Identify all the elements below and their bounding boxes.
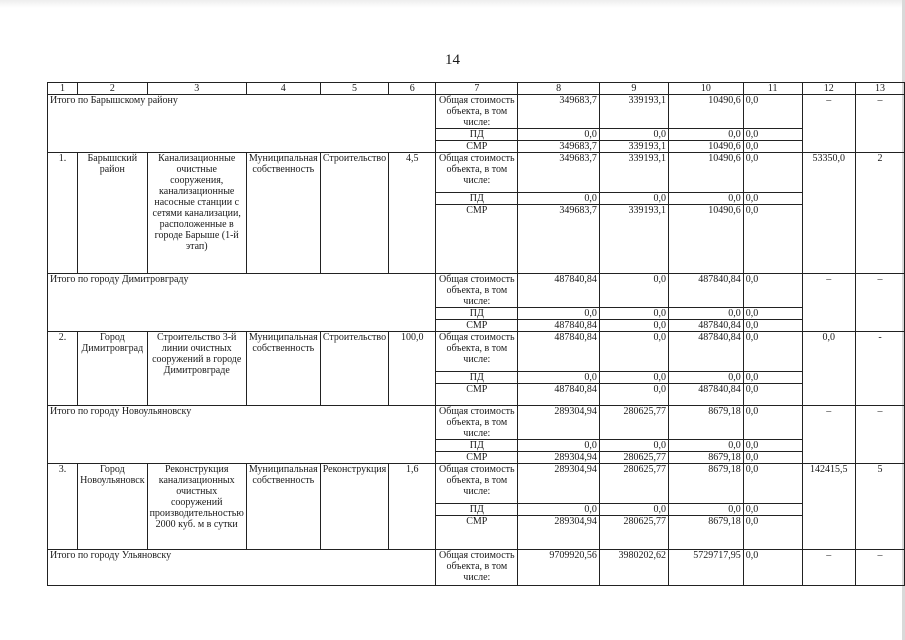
value-cell: 0,0 bbox=[743, 550, 802, 586]
value-cell: 0,0 bbox=[599, 332, 668, 372]
table-row bbox=[48, 274, 905, 308]
header-cell: 5 bbox=[320, 83, 389, 95]
value-cell: 0,0 bbox=[743, 440, 802, 452]
value-cell: 0,0 bbox=[518, 504, 599, 516]
col12-cell: 0,0 bbox=[802, 332, 855, 406]
value-cell: 0,0 bbox=[743, 452, 802, 464]
item-kind: Строительство bbox=[320, 153, 389, 274]
item-kind: Строительство bbox=[320, 332, 389, 406]
value-cell: 0,0 bbox=[518, 129, 599, 141]
col13-cell: - bbox=[855, 332, 904, 406]
item-number: 3. bbox=[48, 464, 78, 550]
cost-label: ПД bbox=[436, 308, 518, 320]
value-cell: 487840,84 bbox=[668, 274, 743, 308]
value-cell: 10490,6 bbox=[668, 95, 743, 129]
value-cell: 8679,18 bbox=[668, 452, 743, 464]
value-cell: 339193,1 bbox=[599, 95, 668, 129]
table-row bbox=[48, 550, 905, 586]
value-cell: 0,0 bbox=[743, 320, 802, 332]
cost-label: СМР bbox=[436, 516, 518, 550]
value-cell: 3980202,62 bbox=[599, 550, 668, 586]
table-row bbox=[48, 464, 905, 504]
value-cell: 0,0 bbox=[668, 372, 743, 384]
cost-label: СМР bbox=[436, 205, 518, 274]
value-cell: 0,0 bbox=[743, 129, 802, 141]
value-cell: 289304,94 bbox=[518, 452, 599, 464]
value-cell: 0,0 bbox=[743, 406, 802, 440]
header-cell: 13 bbox=[855, 83, 904, 95]
scan-top-edge bbox=[0, 0, 905, 8]
item-col6: 1,6 bbox=[389, 464, 436, 550]
value-cell: 487840,84 bbox=[668, 320, 743, 332]
cost-label: Общая стоимость объекта, в том числе: bbox=[436, 464, 518, 504]
value-cell: 349683,7 bbox=[518, 95, 599, 129]
col13-cell: 5 bbox=[855, 464, 904, 550]
value-cell: 0,0 bbox=[518, 308, 599, 320]
value-cell: 0,0 bbox=[743, 464, 802, 504]
value-cell: 10490,6 bbox=[668, 153, 743, 193]
cost-label: СМР bbox=[436, 452, 518, 464]
item-kind: Реконструкция bbox=[320, 464, 389, 550]
value-cell: 487840,84 bbox=[668, 332, 743, 372]
value-cell: 280625,77 bbox=[599, 516, 668, 550]
header-row bbox=[48, 83, 905, 95]
item-object: Строительство 3-й линии очистных сооружений в городе Димитровграде bbox=[147, 332, 246, 406]
value-cell: 339193,1 bbox=[599, 153, 668, 193]
item-col6: 100,0 bbox=[389, 332, 436, 406]
value-cell: 9709920,56 bbox=[518, 550, 599, 586]
value-cell: 487840,84 bbox=[518, 332, 599, 372]
value-cell: 0,0 bbox=[668, 440, 743, 452]
cost-label: Общая стоимость объекта, в том числе: bbox=[436, 406, 518, 440]
value-cell: 289304,94 bbox=[518, 516, 599, 550]
value-cell: 0,0 bbox=[743, 516, 802, 550]
value-cell: 0,0 bbox=[743, 141, 802, 153]
table-row bbox=[48, 406, 905, 440]
col13-cell: – bbox=[855, 95, 904, 153]
value-cell: 289304,94 bbox=[518, 406, 599, 440]
value-cell: 339193,1 bbox=[599, 205, 668, 274]
col12-cell: – bbox=[802, 95, 855, 153]
value-cell: 0,0 bbox=[743, 308, 802, 320]
value-cell: 280625,77 bbox=[599, 406, 668, 440]
value-cell: 487840,84 bbox=[518, 384, 599, 406]
value-cell: 487840,84 bbox=[518, 274, 599, 308]
value-cell: 0,0 bbox=[599, 384, 668, 406]
header-cell: 8 bbox=[518, 83, 599, 95]
cost-label: ПД bbox=[436, 440, 518, 452]
value-cell: 280625,77 bbox=[599, 464, 668, 504]
value-cell: 280625,77 bbox=[599, 452, 668, 464]
value-cell: 0,0 bbox=[599, 193, 668, 205]
cost-label: ПД bbox=[436, 193, 518, 205]
value-cell: 349683,7 bbox=[518, 141, 599, 153]
col13-cell: – bbox=[855, 406, 904, 464]
investment-table bbox=[47, 82, 905, 586]
page-number: 14 bbox=[445, 52, 460, 68]
cost-label: ПД bbox=[436, 372, 518, 384]
header-cell: 4 bbox=[246, 83, 320, 95]
value-cell: 0,0 bbox=[668, 308, 743, 320]
item-object: Реконструкция канализационных очистных сооружений производительностью 2000 куб. м в сутки bbox=[147, 464, 246, 550]
value-cell: 8679,18 bbox=[668, 406, 743, 440]
value-cell: 8679,18 bbox=[668, 516, 743, 550]
item-ownership: Муниципальная собственность bbox=[246, 332, 320, 406]
item-col6: 4,5 bbox=[389, 153, 436, 274]
value-cell: 0,0 bbox=[518, 372, 599, 384]
value-cell: 10490,6 bbox=[668, 205, 743, 274]
value-cell: 0,0 bbox=[743, 205, 802, 274]
col13-cell: – bbox=[855, 274, 904, 332]
cost-label: ПД bbox=[436, 504, 518, 516]
item-number: 2. bbox=[48, 332, 78, 406]
section-total-title: Итого по городу Новоульяновску bbox=[48, 406, 436, 464]
item-object: Канализационные очистные сооружения, канализационные насосные станции с сетями канализации, расположенные в городе Барыше (1-й этап) bbox=[147, 153, 246, 274]
table-row bbox=[48, 332, 905, 372]
table-row bbox=[48, 95, 905, 129]
item-ownership: Муниципальная собственность bbox=[246, 153, 320, 274]
value-cell: 0,0 bbox=[743, 153, 802, 193]
value-cell: 10490,6 bbox=[668, 141, 743, 153]
value-cell: 0,0 bbox=[743, 332, 802, 372]
cost-label: СМР bbox=[436, 320, 518, 332]
value-cell: 0,0 bbox=[599, 129, 668, 141]
cost-label: СМР bbox=[436, 384, 518, 406]
header-cell: 2 bbox=[78, 83, 148, 95]
col12-cell: – bbox=[802, 550, 855, 586]
value-cell: 289304,94 bbox=[518, 464, 599, 504]
header-cell: 9 bbox=[599, 83, 668, 95]
value-cell: 0,0 bbox=[518, 193, 599, 205]
item-ownership: Муниципальная собственность bbox=[246, 464, 320, 550]
value-cell: 487840,84 bbox=[518, 320, 599, 332]
value-cell: 0,0 bbox=[518, 440, 599, 452]
value-cell: 8679,18 bbox=[668, 464, 743, 504]
col13-cell: 2 bbox=[855, 153, 904, 274]
value-cell: 0,0 bbox=[743, 95, 802, 129]
col12-cell: 53350,0 bbox=[802, 153, 855, 274]
value-cell: 0,0 bbox=[743, 193, 802, 205]
section-total-title: Итого по городу Димитровграду bbox=[48, 274, 436, 332]
value-cell: 0,0 bbox=[743, 372, 802, 384]
header-cell: 7 bbox=[436, 83, 518, 95]
cost-label: Общая стоимость объекта, в том числе: bbox=[436, 95, 518, 129]
cost-label: СМР bbox=[436, 141, 518, 153]
col12-cell: – bbox=[802, 274, 855, 332]
value-cell: 5729717,95 bbox=[668, 550, 743, 586]
item-district: Город Новоульяновск bbox=[78, 464, 148, 550]
col12-cell: 142415,5 bbox=[802, 464, 855, 550]
value-cell: 349683,7 bbox=[518, 153, 599, 193]
table-row bbox=[48, 153, 905, 193]
section-total-title: Итого по Барышскому району bbox=[48, 95, 436, 153]
cost-label: Общая стоимость объекта, в том числе: bbox=[436, 274, 518, 308]
value-cell: 339193,1 bbox=[599, 141, 668, 153]
value-cell: 0,0 bbox=[599, 504, 668, 516]
value-cell: 0,0 bbox=[599, 320, 668, 332]
cost-label: ПД bbox=[436, 129, 518, 141]
item-number: 1. bbox=[48, 153, 78, 274]
col12-cell: – bbox=[802, 406, 855, 464]
header-cell: 12 bbox=[802, 83, 855, 95]
value-cell: 0,0 bbox=[668, 129, 743, 141]
value-cell: 0,0 bbox=[599, 308, 668, 320]
item-district: Барышский район bbox=[78, 153, 148, 274]
value-cell: 0,0 bbox=[743, 384, 802, 406]
value-cell: 0,0 bbox=[743, 504, 802, 516]
item-district: Город Димитровград bbox=[78, 332, 148, 406]
value-cell: 0,0 bbox=[668, 504, 743, 516]
section-total-title: Итого по городу Ульяновску bbox=[48, 550, 436, 586]
header-cell: 10 bbox=[668, 83, 743, 95]
value-cell: 0,0 bbox=[599, 372, 668, 384]
value-cell: 0,0 bbox=[668, 193, 743, 205]
header-cell: 6 bbox=[389, 83, 436, 95]
header-cell: 1 bbox=[48, 83, 78, 95]
cost-label: Общая стоимость объекта, в том числе: bbox=[436, 550, 518, 586]
value-cell: 349683,7 bbox=[518, 205, 599, 274]
header-cell: 11 bbox=[743, 83, 802, 95]
value-cell: 0,0 bbox=[599, 440, 668, 452]
value-cell: 487840,84 bbox=[668, 384, 743, 406]
cost-label: Общая стоимость объекта, в том числе: bbox=[436, 153, 518, 193]
value-cell: 0,0 bbox=[743, 274, 802, 308]
header-cell: 3 bbox=[147, 83, 246, 95]
value-cell: 0,0 bbox=[599, 274, 668, 308]
cost-label: Общая стоимость объекта, в том числе: bbox=[436, 332, 518, 372]
col13-cell: – bbox=[855, 550, 904, 586]
